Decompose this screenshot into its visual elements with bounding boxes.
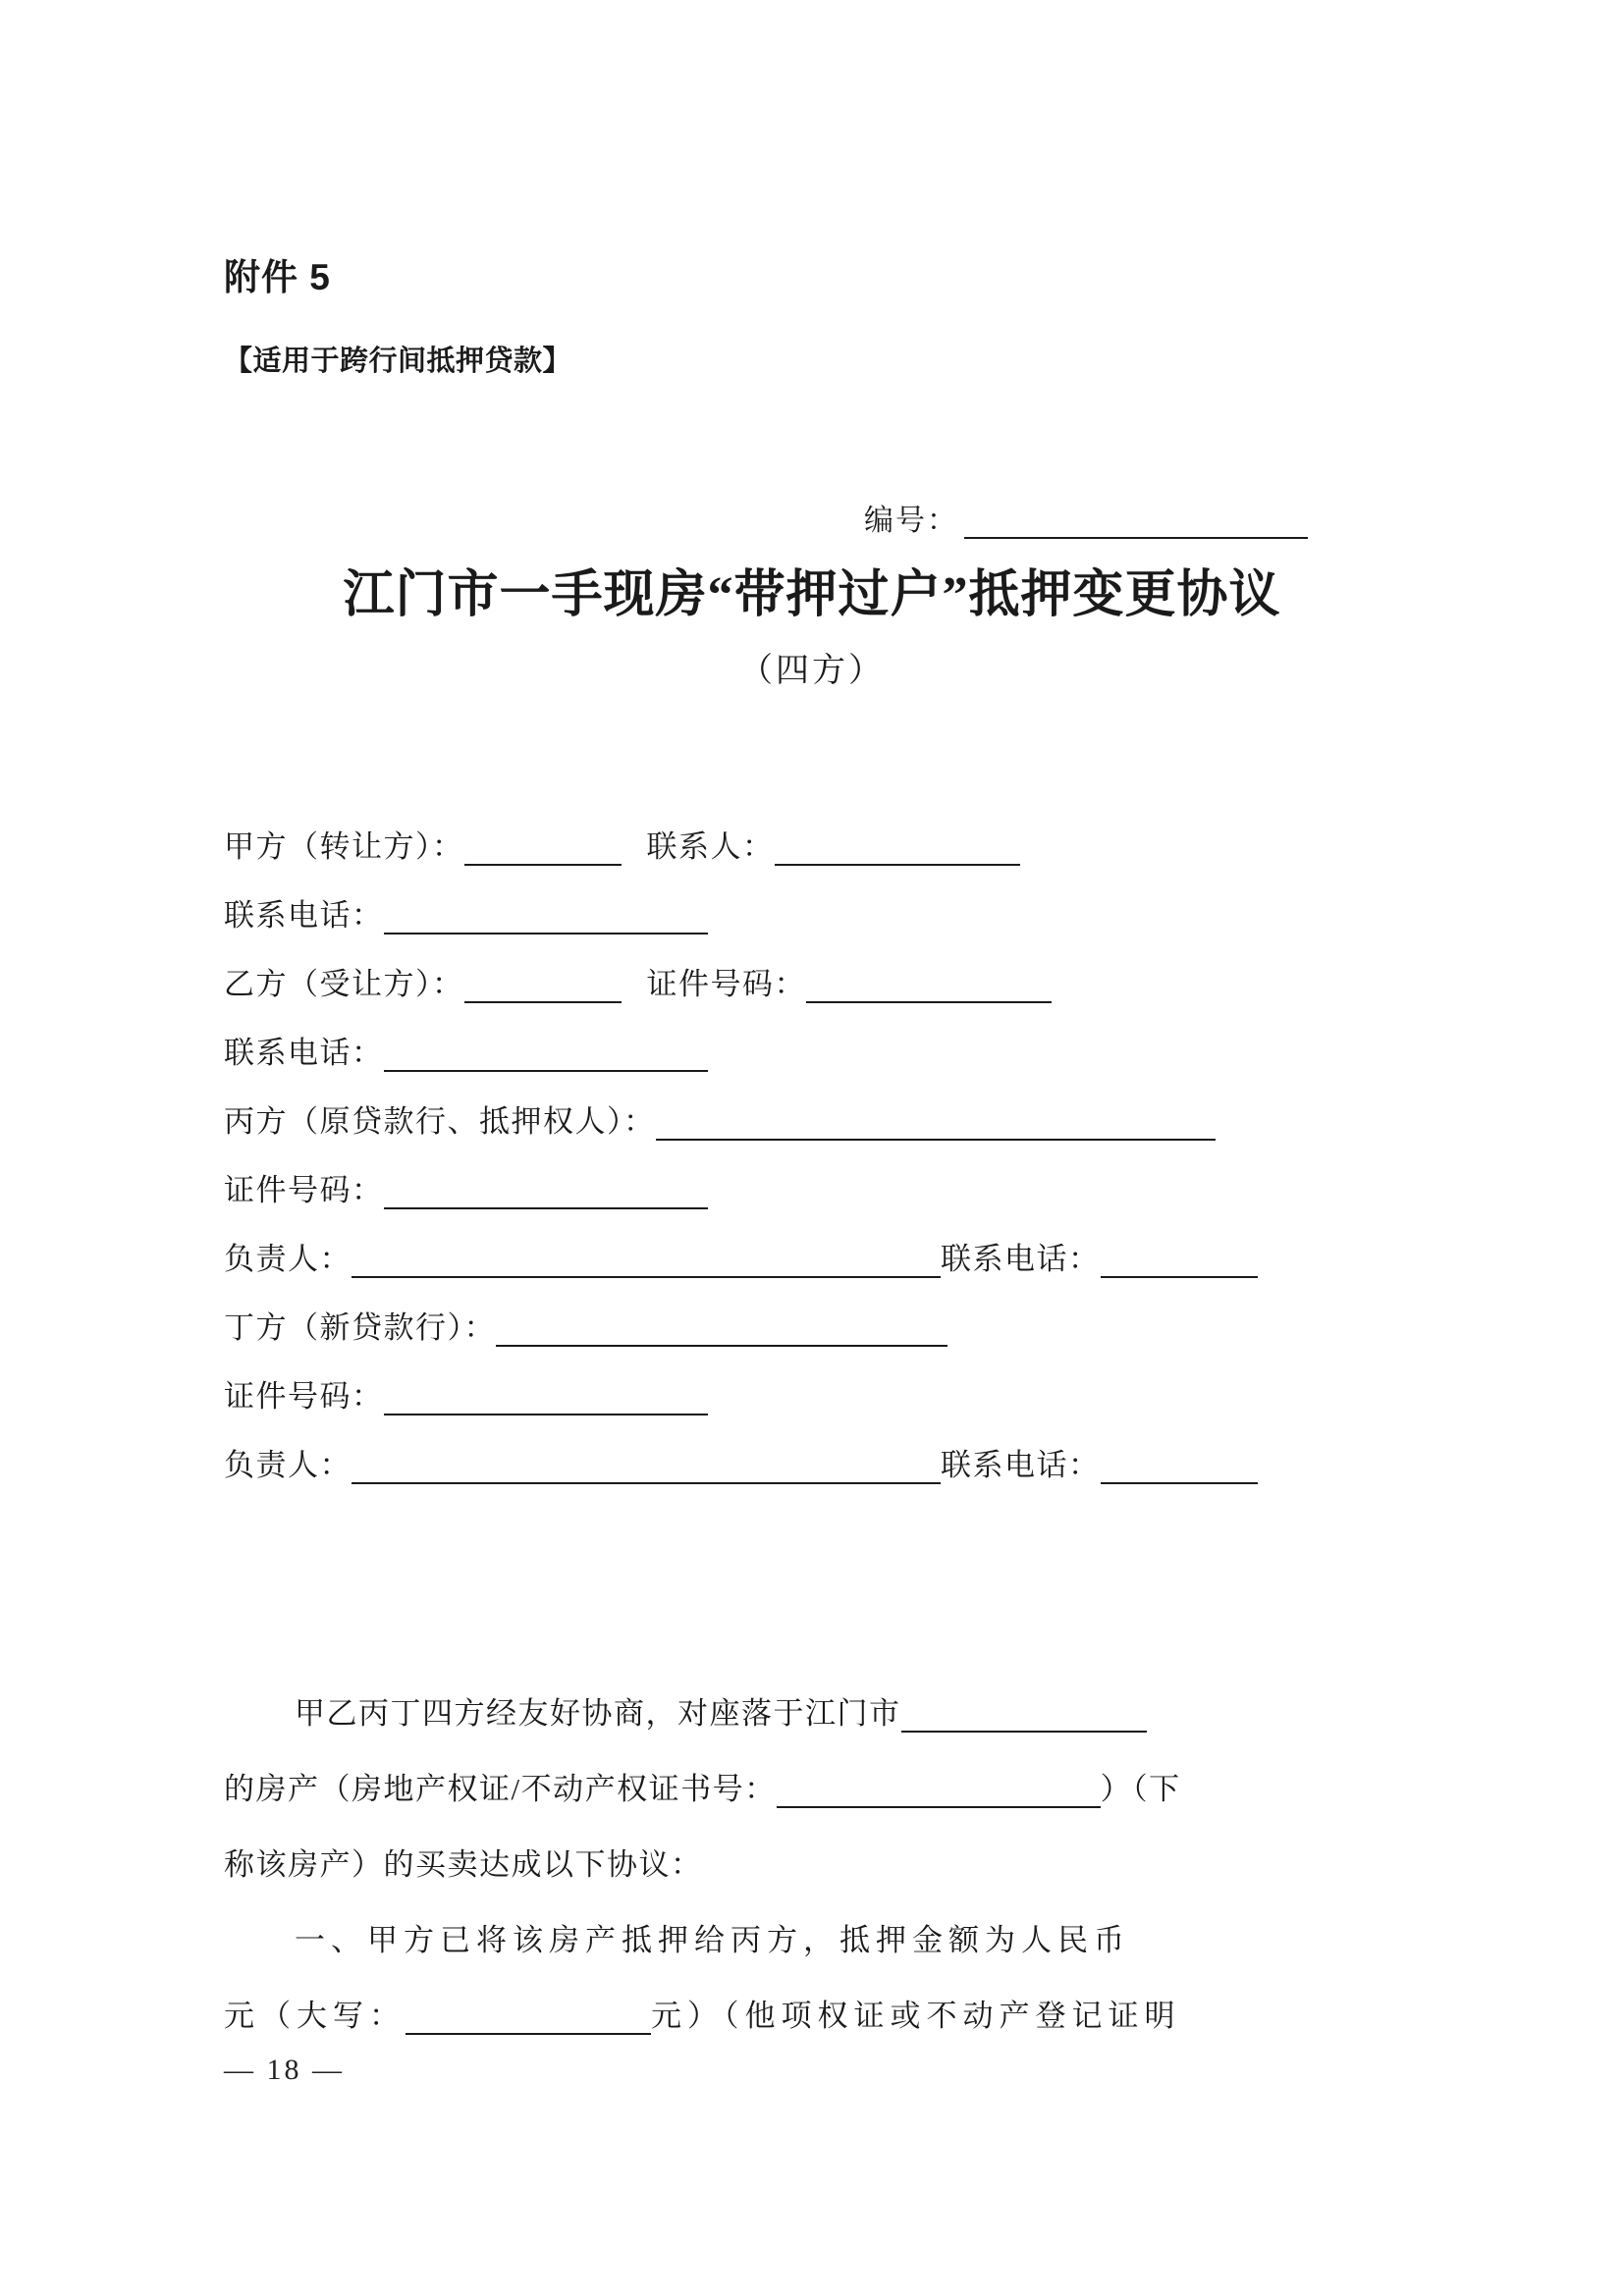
responsible-label-2: 负责人： — [224, 1448, 352, 1482]
property-certificate-blank[interactable] — [777, 1779, 1101, 1808]
party-d-label: 丁方（新贷款行）： — [224, 1310, 496, 1345]
page-number: — 18 — — [224, 2054, 345, 2086]
party-d-responsible-row — [224, 1415, 1402, 1484]
serial-number-label: 编号： — [864, 505, 958, 537]
party-d-id-row — [224, 1347, 1402, 1415]
body-line-5-text-a: 元（大写： — [224, 1999, 406, 2033]
phone-label-2: 联系电话： — [224, 1036, 384, 1070]
id-number-blank-2[interactable] — [384, 1180, 708, 1209]
party-c-label: 丙方（原贷款行、抵押权人）： — [224, 1104, 656, 1139]
party-c-blank[interactable] — [656, 1111, 1216, 1141]
id-number-label-1: 证件号码： — [646, 967, 806, 1001]
body-line-3-text: 称该房产）的买卖达成以下协议： — [224, 1847, 703, 1882]
responsible-blank-2[interactable] — [352, 1455, 941, 1484]
body-line-4 — [224, 1884, 1412, 1959]
document-title: 江门市一手现房“带押过户”抵押变更协议 — [343, 567, 1281, 623]
responsible-label-1: 负责人： — [224, 1242, 352, 1276]
id-number-blank-3[interactable] — [384, 1386, 708, 1415]
party-b-blank[interactable] — [464, 974, 622, 1003]
body-line-5-text-b: 元）（他项权证或不动产登记证明 — [651, 1999, 1181, 2033]
party-c-id-row — [224, 1141, 1402, 1209]
body-line-1-text: 甲乙丙丁四方经友好协商，对座落于江门市 — [295, 1696, 901, 1731]
phone-blank-1[interactable] — [384, 905, 708, 934]
body-line-3 — [224, 1808, 1412, 1884]
party-b-phone-row — [224, 1003, 1402, 1072]
body-line-2-text-b: ）（下 — [1100, 1772, 1181, 1806]
id-number-label-3: 证件号码： — [224, 1379, 384, 1414]
party-d-row — [224, 1278, 1402, 1347]
party-a-row — [224, 797, 1402, 866]
id-number-label-2: 证件号码： — [224, 1173, 384, 1207]
party-a-label: 甲方（转让方）： — [224, 829, 464, 864]
party-a-phone-row — [224, 866, 1402, 934]
parties-section — [224, 797, 1402, 1484]
applicability-label: 【适用于跨行间抵押贷款】 — [224, 346, 572, 377]
serial-number-blank[interactable] — [964, 509, 1308, 539]
responsible-blank-1[interactable] — [352, 1249, 941, 1278]
party-a-blank[interactable] — [464, 836, 622, 866]
serial-number-row — [864, 496, 1308, 539]
party-d-blank[interactable] — [496, 1317, 947, 1347]
document-subtitle: （四方） — [739, 653, 885, 689]
id-number-blank-1[interactable] — [806, 974, 1052, 1003]
party-c-responsible-row — [224, 1209, 1402, 1278]
clause-one-text: 一、甲方已将该房产抵押给丙方，抵押金额为人民币 — [295, 1923, 1130, 1957]
party-b-label: 乙方（受让方）： — [224, 967, 464, 1001]
phone-blank-4[interactable] — [1101, 1455, 1258, 1484]
phone-label-3: 联系电话： — [941, 1242, 1101, 1276]
body-line-2 — [224, 1733, 1412, 1808]
amount-in-words-blank[interactable] — [406, 2005, 651, 2035]
attachment-label: 附件 5 — [224, 257, 331, 297]
body-line-1 — [224, 1657, 1412, 1733]
party-c-row — [224, 1072, 1402, 1141]
phone-label-1: 联系电话： — [224, 898, 384, 933]
contact-person-blank[interactable] — [775, 836, 1020, 866]
body-line-2-text-a: 的房产（房地产权证/不动产权证书号： — [224, 1772, 777, 1806]
phone-blank-2[interactable] — [384, 1042, 708, 1072]
phone-label-4: 联系电话： — [941, 1448, 1101, 1482]
property-location-blank[interactable] — [901, 1703, 1147, 1733]
contact-person-label: 联系人： — [646, 829, 775, 864]
body-line-5 — [224, 1959, 1412, 2035]
phone-blank-3[interactable] — [1101, 1249, 1258, 1278]
party-b-row — [224, 934, 1402, 1003]
agreement-body — [224, 1657, 1412, 2035]
